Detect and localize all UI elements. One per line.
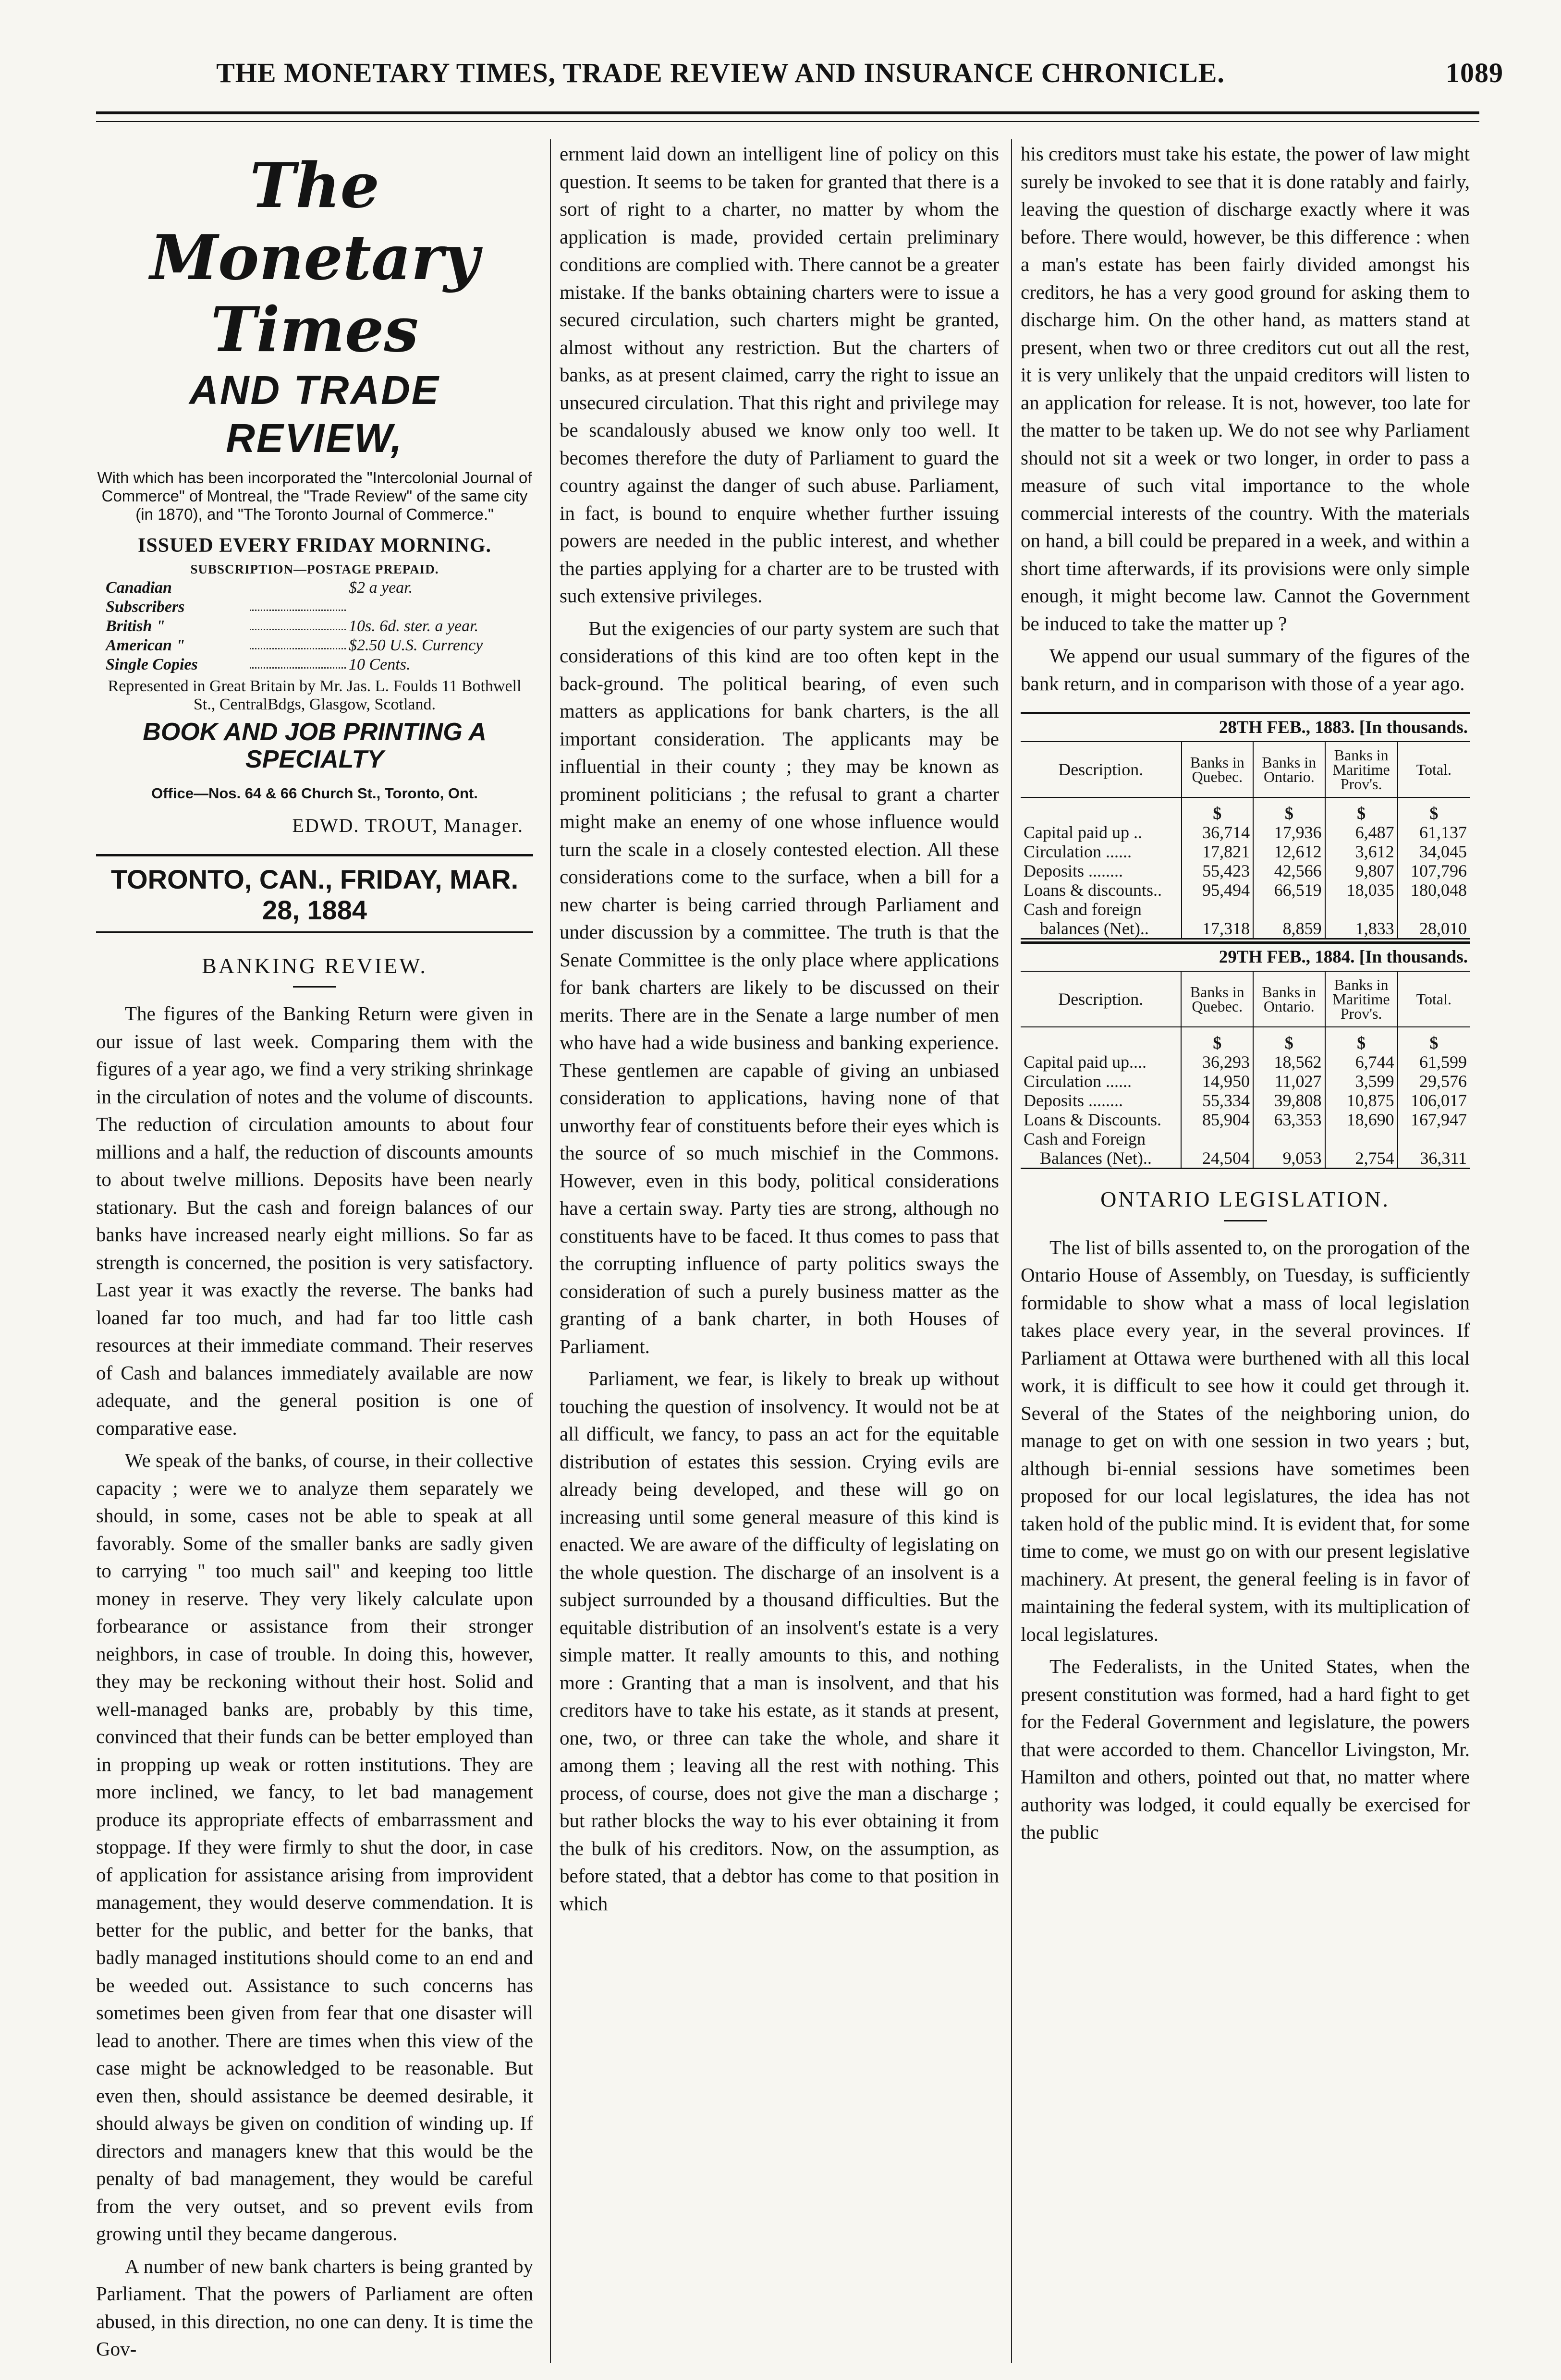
rate-row bbox=[106, 617, 533, 636]
table-caption: 28TH FEB., 1883. [In thousands. bbox=[1021, 713, 1470, 742]
paragraph: Parliament, we fear, is likely to break up without touching the question of insolvency. It would not be at all difficult, we fancy, to pass an act for the equitable distribution of estates this session. Crying evils are already being developed, and these will go on increasing until some general measure of this kind is enacted. We are aware of the difficulty of legislating on the whole question. The discharge of an insolvent is a subject surrounded by a thousand difficulties. But the equitable distribution of an insolvent's estate is a very simple matter. It really amounts to this, and nothing more : Granting that a man is insolvent, and that his creditors have to take his estate, as it stands at present, one, two, or three can take the whole, and share it among them ; leaving all the rest with nothing. This process, of course, does not give the man a discharge ; but rather blocks the way to his ever obtaining it from the bulk of his creditors. Now, on the assumption, as before stated, that a debtor has come to that position in which bbox=[560, 1367, 999, 1915]
table-caption: 29TH FEB., 1884. [In thousands. bbox=[1021, 943, 1470, 972]
masthead-printing: BOOK AND JOB PRINTING A SPECIALTY bbox=[143, 718, 487, 773]
column-header: Banks in Maritime Prov's. bbox=[1325, 971, 1398, 1027]
paragraph: The list of bills assented to, on the prorogation of the Ontario House of Assembly, on Tuesday, is sufficiently formidable to show what a mass of local legislation takes place every year, in the several provinces. If Parliament at Ottawa were burthened with all this local work, it is difficult to see how it could get through it. Several of the States of the neighboring union, do manage to get on with one session in two years ; but, although bi-ennial sessions have sometimes been proposed for our local legislatures, the idea has not taken hold of the public mind. It is evident that, for some time to come, we must go on with our present legislative machinery. At present, the general feeling is in favor of maintaining the federal system, with its multiplication of local legislatures. bbox=[1021, 1236, 1470, 1645]
currency-sign: $ bbox=[1398, 1027, 1470, 1052]
table-cell: 66,519 bbox=[1253, 880, 1325, 900]
rate-label: American " bbox=[106, 636, 185, 654]
row-label: Capital paid up .. bbox=[1024, 823, 1142, 842]
leader-dots bbox=[250, 617, 346, 630]
rate-label: Single Copies bbox=[106, 655, 198, 673]
table-cell: 8,859 bbox=[1253, 919, 1325, 939]
row-label: Loans & discounts.. bbox=[1024, 880, 1162, 900]
table-header-row bbox=[1021, 971, 1470, 1027]
paragraph: ernment laid down an intelligent line of policy on this question. It seems to be taken for granted that there is a sort of right to a charter, no matter by whom the application is made, provided certain preliminary conditions are complied with. There cannot be a greater mistake. If the banks obtaining charters were to issue a secured circulation, such charters might be granted, almost without any restriction. But the charters of banks, as at present claimed, carry the right to issue an unsecured circulation. That this right and privilege may be scandalously abused we know only too well. It becomes therefore the duty of Parliament to guard the country against the danger of such abuse. Parliament, in fact, is bound to enquire whether further issuing powers are needed in the public interest, and whether the parties applying for a charter are to be trusted with such extensive privileges. bbox=[560, 143, 999, 607]
column-rule bbox=[1011, 139, 1012, 2363]
table-cell: 36,293 bbox=[1181, 1052, 1253, 1072]
table-row bbox=[1021, 1129, 1470, 1148]
table-cell: 39,808 bbox=[1253, 1091, 1325, 1110]
table-cell: 9,053 bbox=[1253, 1148, 1325, 1169]
table-row bbox=[1021, 880, 1470, 900]
table-cell: 106,017 bbox=[1398, 1091, 1470, 1110]
rate-price: 10s. 6d. ster. a year. bbox=[349, 617, 479, 635]
paragraph: We speak of the banks, of course, in their collective capacity ; were we to analyze them separately we should, in some, cases not be able to speak at all favorably. Some of the smaller banks are sadly given to carrying " too much sail" and keeping too little money in reserve. They very likely calculate upon forbearance or assistance from their stronger neighbors, in case of trouble. In doing this, however, they may be reckoning without their host. Solid and well-managed banks are, probably by this time, convinced that their funds can be better employed than in propping up weak or rotten institutions. They are more inclined, we fancy, to let bad management produce its appropriate effects of embarrassment and stoppage. If they were firmly to shut the door, in case of application for assistance arising from improvident management, they would deserve commendation. It is better for the public, and better for the banks, that badly managed institutions should come to an end and be weeded out. Assistance to such concerns has sometimes been given from fear that one disaster will lead to another. There are times when this view of the case might be acknowledged to be reasonable. But even then, should assistance be deemed desirable, it should always be given on condition of winding up. If directors and managers knew that this would be the penalty of bad management, they would be careful from the very outset, and so prevent evils from growing until they became dangerous. bbox=[96, 1449, 533, 2245]
table-header-row bbox=[1021, 742, 1470, 797]
table-row bbox=[1021, 842, 1470, 861]
table-cell: 95,494 bbox=[1182, 880, 1254, 900]
table-row bbox=[1021, 1110, 1470, 1129]
heading-rule bbox=[293, 986, 336, 988]
column-1 bbox=[96, 140, 533, 2363]
column-header: Banks in Quebec. bbox=[1182, 742, 1254, 797]
table-cell: 10,875 bbox=[1325, 1091, 1398, 1110]
bank-return-table-1884 bbox=[1021, 941, 1470, 1169]
row-label: Deposits ........ bbox=[1024, 861, 1123, 880]
table-cell: 36,311 bbox=[1398, 1148, 1470, 1169]
table-cell: 17,821 bbox=[1182, 842, 1254, 861]
subscription-heading: SUBSCRIPTION—POSTAGE PREPAID. bbox=[190, 561, 439, 576]
paragraph: his creditors must take his estate, the power of law might surely be invoked to see that it is done ratably and fairly, leaving the question of discharge exactly where it was before. There would, however, be this difference : when a man's estate has been fairly divided amongst his creditors, he has a very good ground for asking them to discharge him. On the other hand, as matters stand at present, when two or three creditors cut out all the rest, it is very unlikely that the unpaid creditors will listen to an application for release. It is not, however, too late for the matter to be taken up. We do not see why Parliament should not sit a week or two longer, in order to pass a measure of such vital importance to the whole commercial interests of the country. With the materials on hand, a bill could be prepared in a week, and within a short time afterwards, if its provisions were only simple enough, it might become law. Cannot the Government be induced to take the matter up ? bbox=[1021, 143, 1470, 635]
table-cell: 167,947 bbox=[1398, 1110, 1470, 1129]
table-row bbox=[1021, 1091, 1470, 1110]
paragraph: We append our usual summary of the figures of the bank return, and in comparison with those of a year ago. bbox=[1021, 645, 1470, 695]
table-cell: 18,035 bbox=[1325, 880, 1398, 900]
masthead-issued: ISSUED EVERY FRIDAY MORNING. bbox=[138, 535, 491, 557]
table-row bbox=[1021, 919, 1470, 939]
table-cell: 55,334 bbox=[1181, 1091, 1253, 1110]
table-cell: 11,027 bbox=[1253, 1072, 1325, 1091]
bank-return-table-1883 bbox=[1021, 712, 1470, 940]
table-cell: 1,833 bbox=[1325, 919, 1398, 939]
table-cell: 29,576 bbox=[1398, 1072, 1470, 1091]
table-cell: 6,744 bbox=[1325, 1052, 1398, 1072]
table-row bbox=[1021, 823, 1470, 842]
table-cell: 42,566 bbox=[1253, 861, 1325, 880]
table-cell: 17,936 bbox=[1253, 823, 1325, 842]
column-rule bbox=[550, 139, 551, 2363]
column-2 bbox=[560, 140, 999, 1917]
currency-sign: $ bbox=[1398, 797, 1470, 823]
currency-sign: $ bbox=[1253, 797, 1325, 823]
currency-sign: $ bbox=[1253, 1027, 1325, 1052]
masthead-logo: The Monetary Times bbox=[150, 150, 479, 366]
masthead-subtitle: AND TRADE REVIEW, bbox=[189, 367, 440, 461]
table-cell: 107,796 bbox=[1398, 861, 1470, 880]
rate-price: 10 Cents. bbox=[349, 655, 411, 673]
row-label: Cash and Foreign bbox=[1024, 1129, 1146, 1148]
paragraph: A number of new bank charters is being granted by Parliament. That the powers of Parliament are often abused, in this direction, no one can deny. It is time the Gov- bbox=[96, 2255, 533, 2360]
running-title: THE MONETARY TIMES, TRADE REVIEW AND INSURANCE CHRONICLE. bbox=[216, 57, 1225, 88]
masthead-incorporated: With which has been incorporated the "Intercolonial Journal of Commerce" of Montreal, the "Trade Review" of the same city (in 1870), and "The Toronto Journal of Commerce." bbox=[97, 469, 532, 523]
table-row bbox=[1021, 1072, 1470, 1091]
row-label: Circulation ...... bbox=[1024, 1072, 1132, 1091]
header-rule-thin bbox=[96, 121, 1479, 122]
table-row bbox=[1021, 1052, 1470, 1072]
rate-price: $2.50 U.S. Currency bbox=[349, 636, 483, 654]
table-cell: 180,048 bbox=[1398, 880, 1470, 900]
masthead bbox=[96, 150, 533, 840]
currency-row bbox=[1021, 1027, 1470, 1052]
rate-row bbox=[106, 636, 533, 655]
table-cell: 61,137 bbox=[1398, 823, 1470, 842]
table-cell: 63,353 bbox=[1253, 1110, 1325, 1129]
column-header: Description. bbox=[1021, 742, 1182, 797]
rate-price: $2 a year. bbox=[349, 578, 413, 597]
table-cell: 3,612 bbox=[1325, 842, 1398, 861]
header-rule bbox=[96, 111, 1479, 114]
article-heading: ONTARIO LEGISLATION. bbox=[1100, 1187, 1390, 1211]
table-cell: 12,612 bbox=[1253, 842, 1325, 861]
row-label: Balances (Net).. bbox=[1021, 1148, 1181, 1169]
currency-sign: $ bbox=[1182, 797, 1254, 823]
dateline: TORONTO, CAN., FRIDAY, MAR. 28, 1884 bbox=[96, 854, 533, 933]
leader-dots bbox=[250, 578, 346, 611]
table-cell: 61,599 bbox=[1398, 1052, 1470, 1072]
table-cell: 18,562 bbox=[1253, 1052, 1325, 1072]
currency-sign: $ bbox=[1181, 1027, 1253, 1052]
paragraph: The Federalists, in the United States, when the present constitution was formed, had a hard fight to get for the Federal Government and legislature, the powers that were accorded to them. Chancellor Livingston, Mr. Hamilton and others, pointed out that, no matter where authority was lodged, it could equally be exercised for the public bbox=[1021, 1655, 1470, 1843]
article-heading: BANKING REVIEW. bbox=[202, 953, 427, 978]
table-cell: 2,754 bbox=[1325, 1148, 1398, 1169]
column-header: Banks in Ontario. bbox=[1253, 742, 1325, 797]
rate-label: Canadian Subscribers bbox=[106, 578, 185, 616]
masthead-representative: Represented in Great Britain by Mr. Jas. L. Foulds 11 Bothwell St., CentralBdgs, Glasgow, Scotland. bbox=[108, 677, 522, 713]
masthead-office: Office—Nos. 64 & 66 Church St., Toronto, Ont. bbox=[151, 784, 478, 802]
column-header: Banks in Ontario. bbox=[1253, 971, 1325, 1027]
currency-sign: $ bbox=[1325, 797, 1398, 823]
column-3 bbox=[1021, 140, 1470, 1846]
table-cell: 85,904 bbox=[1181, 1110, 1253, 1129]
heading-rule bbox=[1224, 1220, 1267, 1221]
leader-dots bbox=[250, 655, 346, 669]
row-label: Loans & Discounts. bbox=[1024, 1110, 1161, 1129]
row-label: Deposits ........ bbox=[1024, 1091, 1123, 1110]
rate-row bbox=[106, 578, 533, 617]
table-cell: 9,807 bbox=[1325, 861, 1398, 880]
table-cell: 6,487 bbox=[1325, 823, 1398, 842]
rate-row bbox=[106, 655, 533, 674]
rate-label: British " bbox=[106, 617, 165, 635]
table-cell: 17,318 bbox=[1182, 919, 1254, 939]
row-label: Capital paid up.... bbox=[1024, 1052, 1146, 1072]
column-header: Total. bbox=[1398, 742, 1470, 797]
table-cell: 14,950 bbox=[1181, 1072, 1253, 1091]
currency-sign: $ bbox=[1325, 1027, 1398, 1052]
row-label: Cash and foreign bbox=[1024, 900, 1142, 919]
page-number: 1089 bbox=[1446, 57, 1503, 88]
column-header: Description. bbox=[1021, 971, 1181, 1027]
table-row bbox=[1021, 1148, 1470, 1169]
table-cell: 24,504 bbox=[1181, 1148, 1253, 1169]
masthead-editor: EDWD. TROUT, Manager. bbox=[292, 815, 524, 836]
table-cell: 36,714 bbox=[1182, 823, 1254, 842]
paragraph: But the exigencies of our party system are such that considerations of this kind are too often kept in the back-ground. The political bearing, of even such matters as applications for bank charters, is the all important consideration. The applicants may be influential in their county ; they may be known as prominent politicians ; the refusal to grant a charter might make an enemy of one whose influence would turn the scale in a closely contested election. All these considerations come to the surface, when a bill for a new charter is being carried through Parliament and under discussion by a committee. The truth is that the Senate Committee is the only place where applications for bank charters are likely to be discussed on their merits. There are in the Senate a large number of men who have had a wide business and banking experience. These gentlemen are capable of giving an unbiased consideration to applications, having none of that unworthy fear of constituents before their eyes which is the source of so much mischief in the Commons. However, even in this body, political considerations have a certain sway. Party ties are strong, although no constituents have to be faced. It thus comes to pass that the corrupting influence of party politics sways the consideration of such a purely business matter as the granting of a bank charter, in both Houses of Parliament. bbox=[560, 617, 999, 1357]
paragraph: The figures of the Banking Return were given in our issue of last week. Comparing them with the figures of a year ago, we find a very striking shrinkage in the circulation of notes and the volume of discounts. The reduction of circulation amounts to about four millions and a half, the reduction of discounts amounts to about twelve millions. Deposits have been nearly stationary. But the cash and foreign balances of our banks have increased nearly eight millions. So far as strength is concerned, the position is very satisfactory. Last year it was exactly the reverse. The banks had loaned far too much, and had far too little cash resources at their immediate command. Their reserves of Cash and balances immediately available are now adequate, and the general position is one of comparative ease. bbox=[96, 1002, 533, 1439]
table-cell: 3,599 bbox=[1325, 1072, 1398, 1091]
table-cell: 34,045 bbox=[1398, 842, 1470, 861]
column-header: Banks in Maritime Prov's. bbox=[1325, 742, 1398, 797]
table-cell: 18,690 bbox=[1325, 1110, 1398, 1129]
column-header: Total. bbox=[1398, 971, 1470, 1027]
table-cell: 28,010 bbox=[1398, 919, 1470, 939]
currency-row bbox=[1021, 797, 1470, 823]
subscription-rates bbox=[96, 578, 533, 674]
row-label: Circulation ...... bbox=[1024, 842, 1132, 861]
running-head bbox=[72, 57, 1503, 100]
column-header: Banks in Quebec. bbox=[1181, 971, 1253, 1027]
table-row bbox=[1021, 900, 1470, 919]
table-cell: 55,423 bbox=[1182, 861, 1254, 880]
leader-dots bbox=[250, 636, 346, 649]
row-label: balances (Net).. bbox=[1021, 919, 1182, 939]
table-row bbox=[1021, 861, 1470, 880]
